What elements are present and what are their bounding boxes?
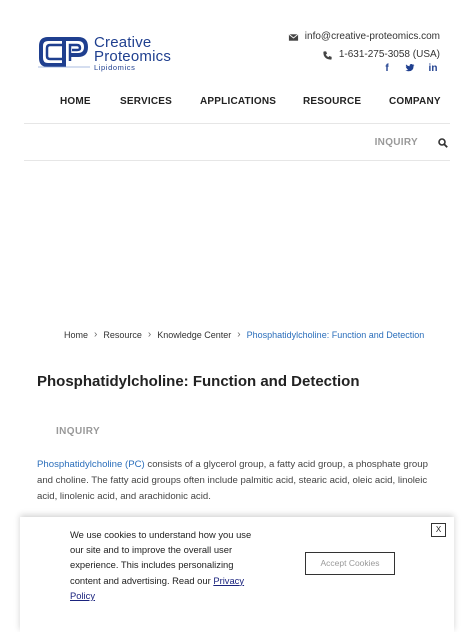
nav-item-applications[interactable]: APPLICATIONS xyxy=(200,96,277,107)
twitter-icon[interactable] xyxy=(405,63,415,75)
search-icon[interactable] xyxy=(438,138,448,148)
nav-item-home[interactable]: HOME xyxy=(60,96,91,107)
sub-nav xyxy=(375,137,448,148)
email-row[interactable] xyxy=(288,28,440,46)
nav-item-resource[interactable]: RESOURCE xyxy=(303,96,362,107)
breadcrumb xyxy=(64,330,424,340)
cp-logo-mark xyxy=(38,35,90,69)
cookie-message xyxy=(70,527,255,603)
intro-text: consists of a glycerol group, a fatty acid group, a phosphate group and choline. The fatty acid groups often include palmitic acid, stearic acid, oleic acid, linoleic acid, linolenic acid, and arachidonic acid. xyxy=(37,459,428,502)
phosphatidylcholine-link[interactable]: Phosphatidylcholine (PC) xyxy=(37,459,145,470)
brand-name xyxy=(94,36,171,72)
main-nav xyxy=(24,96,450,110)
cookie-banner xyxy=(20,517,454,632)
accept-cookies-button[interactable]: Accept Cookies xyxy=(305,552,395,575)
contact-info xyxy=(288,28,440,64)
nav-item-services[interactable]: SERVICES xyxy=(120,96,172,107)
page-title: Phosphatidylcholine: Function and Detection xyxy=(37,373,360,390)
envelope-icon xyxy=(288,32,299,43)
brand-line-2: Proteomics xyxy=(94,48,172,65)
subnav-divider xyxy=(24,160,450,161)
email-link[interactable]: info@creative-proteomics.com xyxy=(304,31,440,42)
phone-number[interactable]: 1-631-275-3058 (USA) xyxy=(338,49,440,60)
phone-row[interactable] xyxy=(288,46,440,64)
chevron-right-icon: › xyxy=(147,329,152,340)
cookie-text: We use cookies to understand how you use our site and to improve the overall user experience. This includes personalizing content and advertising. Read our xyxy=(70,529,252,586)
linkedin-icon[interactable]: in xyxy=(428,63,438,74)
chevron-right-icon: › xyxy=(237,329,241,340)
intro-paragraph xyxy=(37,457,439,505)
breadcrumb-knowledge-center[interactable]: Knowledge Center xyxy=(157,330,232,340)
inquiry-link[interactable]: INQUIRY xyxy=(374,137,418,148)
nav-divider xyxy=(24,123,450,124)
chevron-right-icon: › xyxy=(94,329,98,340)
facebook-icon[interactable]: f xyxy=(385,63,389,74)
breadcrumb-current[interactable]: Phosphatidylcholine: Function and Detection xyxy=(246,330,425,340)
social-links xyxy=(382,63,438,75)
breadcrumb-home[interactable]: Home xyxy=(64,330,89,340)
logo[interactable] xyxy=(38,34,172,72)
breadcrumb-resource[interactable]: Resource xyxy=(103,330,142,340)
close-icon[interactable]: X xyxy=(431,523,446,537)
brand-line-3: Lipidomics xyxy=(94,63,136,72)
nav-item-company[interactable]: COMPANY xyxy=(389,96,441,107)
brand-line-1: Creative xyxy=(94,34,152,51)
twitter-bird-shape xyxy=(405,63,415,73)
privacy-policy-link[interactable]: Privacy Policy xyxy=(70,574,245,601)
inquiry-button[interactable]: INQUIRY xyxy=(56,426,101,437)
phone-icon xyxy=(322,50,333,61)
